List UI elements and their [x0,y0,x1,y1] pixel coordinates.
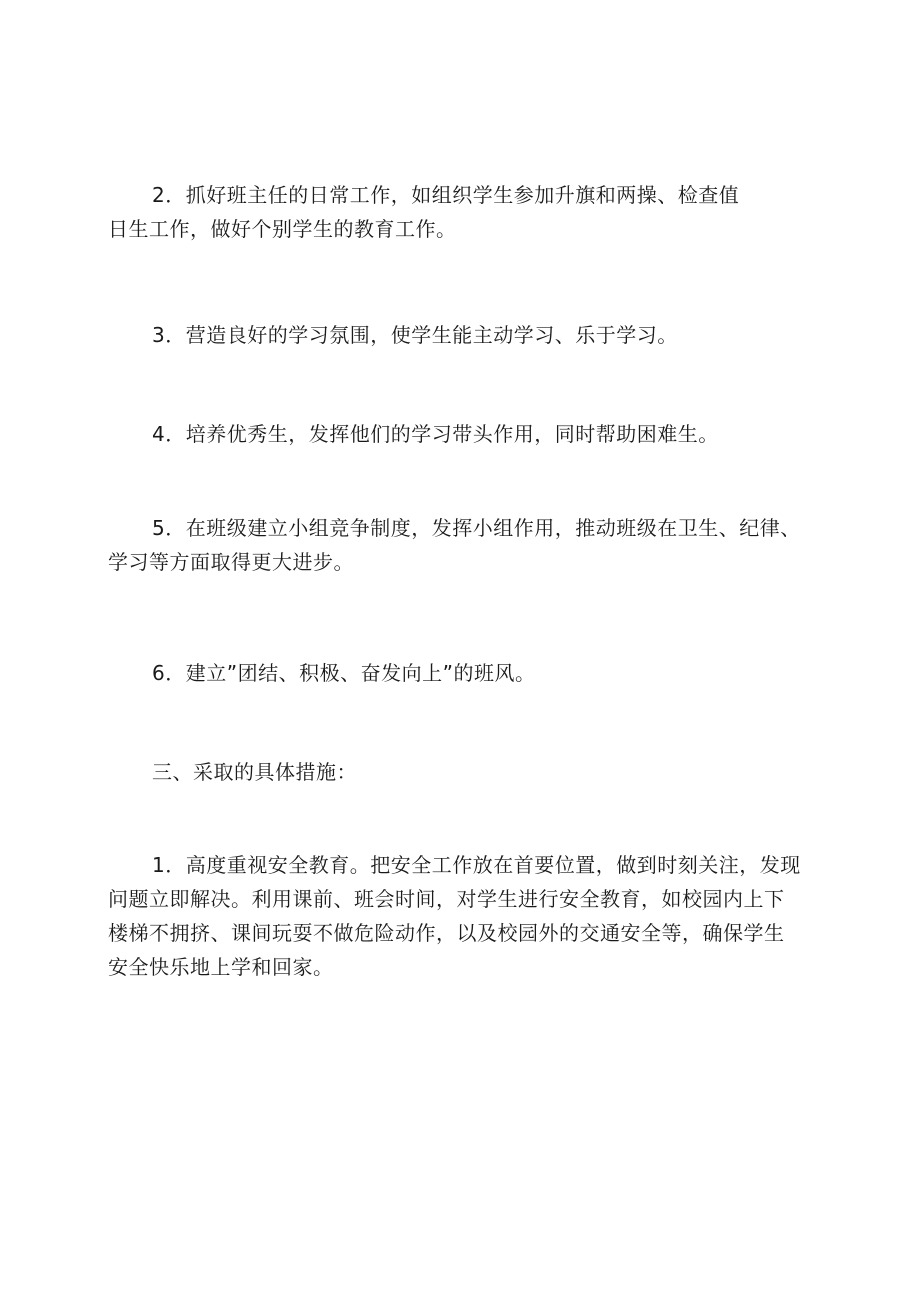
paragraph-line: 楼梯不拥挤、课间玩耍不做危险动作，以及校园外的交通安全等，确保学生 [108,921,785,945]
section-heading-3 [108,755,828,789]
paragraph-line: 1．高度重视安全教育。把安全工作放在首要位置，做到时刻关注，发现 [152,853,801,877]
paragraph-line: 问题立即解决。利用课前、班会时间，对学生进行安全教育，如校园内上下 [108,887,785,911]
paragraph-item-3 [108,318,828,352]
paragraph-line: 学习等方面取得更大进步。 [108,550,354,574]
paragraph-line: 安全快乐地上学和回家。 [108,955,334,979]
paragraph-item-6 [108,656,828,690]
paragraph-item-4 [108,417,828,451]
paragraph-measure-1 [108,848,828,984]
paragraph-line: 4．培养优秀生，发挥他们的学习带头作用，同时帮助困难生。 [152,422,719,446]
paragraph-line: 日生工作，做好个别学生的教育工作。 [108,217,457,241]
paragraph-line: 5．在班级建立小组竞争制度，发挥小组作用，推动班级在卫生、纪律、 [152,516,801,540]
section-heading-text: 三、采取的具体措施： [152,760,357,784]
paragraph-line: 2．抓好班主任的日常工作，如组织学生参加升旗和两操、检查值 [152,183,740,207]
paragraph-line: 3．营造良好的学习氛围，使学生能主动学习、乐于学习。 [152,323,678,347]
paragraph-item-5 [108,511,828,579]
paragraph-item-2 [108,178,828,246]
paragraph-line: 6．建立”团结、积极、奋发向上”的班风。 [152,661,536,685]
